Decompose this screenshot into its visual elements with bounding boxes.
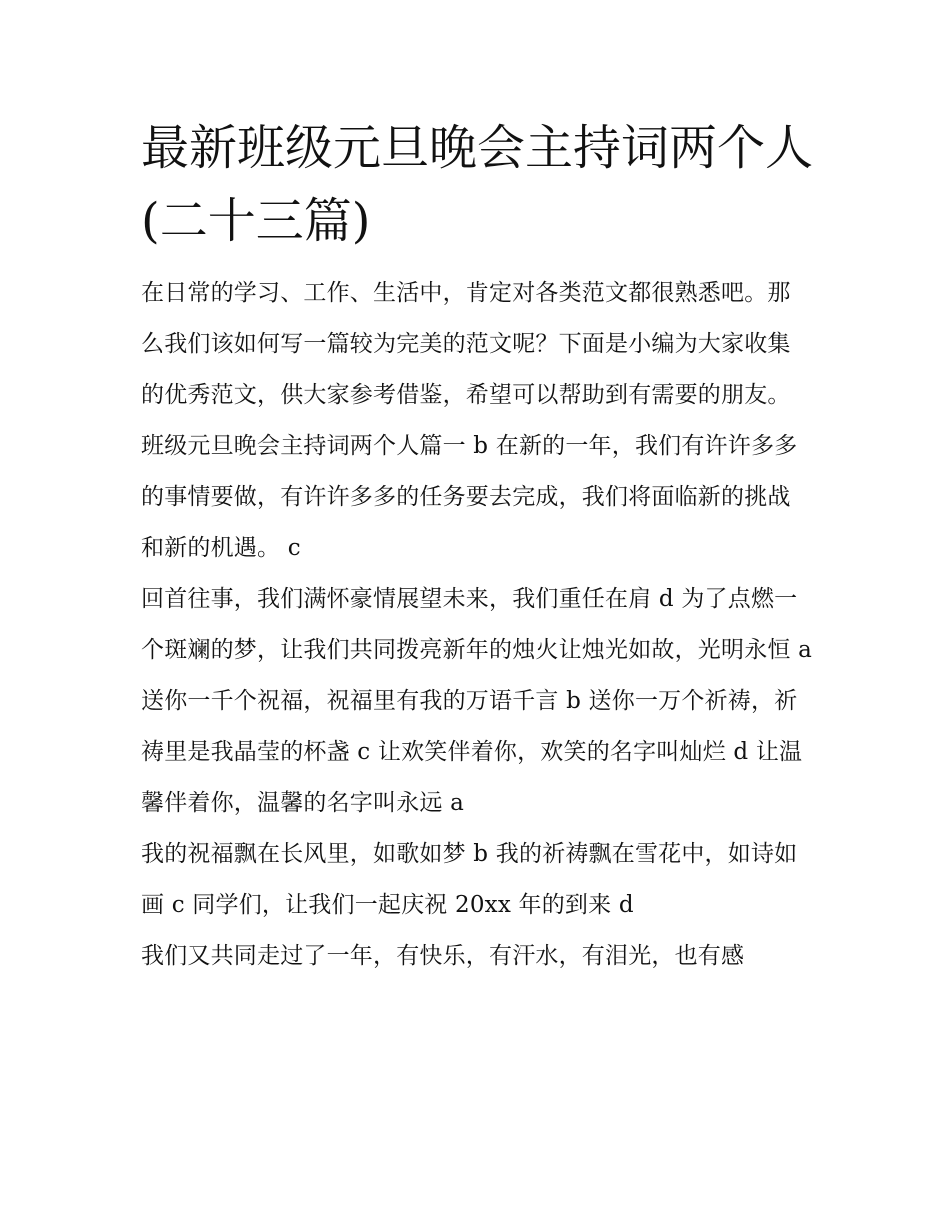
paragraph-4: 我的祝福飘在长风里，如歌如梦 b 我的祈祷飘在雪花中，如诗如画 c 同学们，让我们一起庆祝 20xx 年的到来 d [141,841,798,918]
paragraph-5: 我们又共同走过了一年，有快乐，有汗水，有泪光，也有感 [141,943,745,969]
paragraph-2: 回首往事，我们满怀豪情展望未来，我们重任在肩 d 为了点燃一个斑斓的梦，让我们共同拨亮新年的烛火让烛光如故，光明永恒 a [141,586,813,663]
document-content [141,112,813,982]
paragraph-1: 班级元旦晚会主持词两个人篇一 b 在新的一年，我们有许许多多的事情要做，有许许多多的任务要去完成，我们将面临新的挑战和新的机遇。 c [141,433,798,561]
document-title: 最新班级元旦晚会主持词两个人(二十三篇) [141,120,814,249]
paragraph-3: 送你一千个祝福，祝福里有我的万语千言 b 送你一万个祈祷，祈祷里是我晶莹的杯盏 c 让欢笑伴着你，欢笑的名字叫灿烂 d 让温馨伴着你，温馨的名字叫永远 a [141,688,803,816]
paragraph-intro: 在日常的学习、工作、生活中，肯定对各类范文都很熟悉吧。那么我们该如何写一篇较为完美的范文呢？下面是小编为大家收集的优秀范文，供大家参考借鉴，希望可以帮助到有需要的朋友。 [141,280,791,408]
